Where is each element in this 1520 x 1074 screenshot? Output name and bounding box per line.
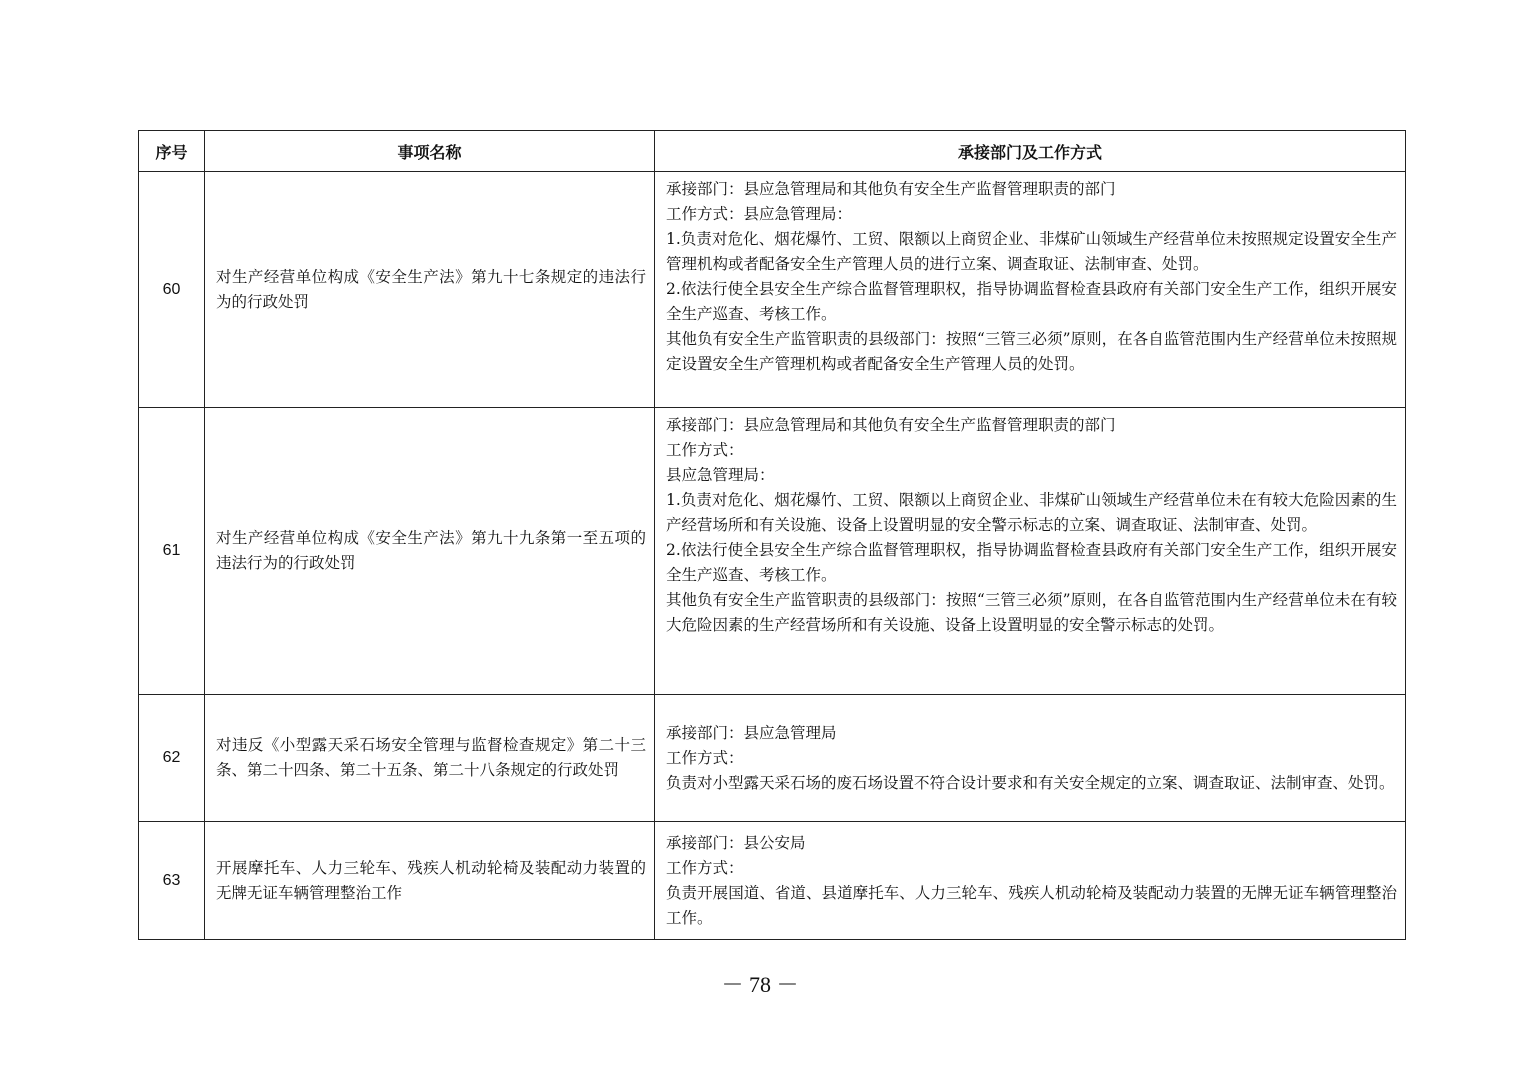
duty-line: 其他负有安全生产监管职责的县级部门：按照“三管三必须”原则，在各自监管范围内生产经营单位未按照规定设置安全生产管理机构或者配备安全生产管理人员的处罚。 <box>666 330 1397 373</box>
department-line: 承接部门：县应急管理局和其他负有安全生产监督管理职责的部门 <box>666 416 1116 434</box>
header-item-name: 事项名称 <box>205 131 655 172</box>
duty-line: 其他负有安全生产监管职责的县级部门：按照“三管三必须”原则，在各自监管范围内生产经营单位未在有较大危险因素的生产经营场所和有关设施、设备上设置明显的安全警示标志的处罚。 <box>666 591 1397 634</box>
department-method <box>655 408 1406 695</box>
authority-table <box>138 130 1406 940</box>
work-method-line: 工作方式： <box>666 441 744 459</box>
duty-line: 1.负责对危化、烟花爆竹、工贸、限额以上商贸企业、非煤矿山领域生产经营单位未在有较大危险因素的生产经营场所和有关设施、设备上设置明显的安全警示标志的立案、调查取证、法制审查、处罚。 <box>666 491 1397 534</box>
table-row <box>139 695 1406 822</box>
table-header-row <box>139 131 1406 172</box>
row-number: 60 <box>139 172 205 408</box>
row-number: 63 <box>139 822 205 940</box>
duty-line: 负责开展国道、省道、县道摩托车、人力三轮车、残疾人机动轮椅及装配动力装置的无牌无证车辆管理整治工作。 <box>666 883 1397 927</box>
item-name: 对生产经营单位构成《安全生产法》第九十九条第一至五项的违法行为的行政处罚 <box>205 408 655 695</box>
department-line: 承接部门：县应急管理局 <box>666 723 837 742</box>
department-method <box>655 822 1406 940</box>
department-method <box>655 695 1406 822</box>
row-number: 61 <box>139 408 205 695</box>
duty-line: 县应急管理局： <box>666 466 775 484</box>
header-serial-number: 序号 <box>139 131 205 172</box>
duty-line: 1.负责对危化、烟花爆竹、工贸、限额以上商贸企业、非煤矿山领域生产经营单位未按照规定设置安全生产管理机构或者配备安全生产管理人员的进行立案、调查取证、法制审查、处罚。 <box>666 230 1397 273</box>
page-number: － 78 － <box>721 972 799 997</box>
item-name: 对生产经营单位构成《安全生产法》第九十七条规定的违法行为的行政处罚 <box>205 172 655 408</box>
header-department-and-method: 承接部门及工作方式 <box>655 131 1406 172</box>
department-line: 承接部门：县公安局 <box>666 833 806 852</box>
table-row <box>139 172 1406 408</box>
table-row <box>139 822 1406 940</box>
duty-line: 2.依法行使全县安全生产综合监督管理职权，指导协调监督检查县政府有关部门安全生产工作，组织开展安全生产巡查、考核工作。 <box>666 541 1397 584</box>
work-method-line: 工作方式： <box>666 858 744 877</box>
table-row <box>139 408 1406 695</box>
department-line: 承接部门：县应急管理局和其他负有安全生产监督管理职责的部门 <box>666 180 1116 198</box>
department-method <box>655 172 1406 408</box>
item-name: 对违反《小型露天采石场安全管理与监督检查规定》第二十三条、第二十四条、第二十五条、第二十八条规定的行政处罚 <box>205 695 655 822</box>
work-method-line: 工作方式： <box>666 748 744 767</box>
duty-line: 负责对小型露天采石场的废石场设置不符合设计要求和有关安全规定的立案、调查取证、法制审查、处罚。 <box>666 773 1395 792</box>
row-number: 62 <box>139 695 205 822</box>
item-name: 开展摩托车、人力三轮车、残疾人机动轮椅及装配动力装置的无牌无证车辆管理整治工作 <box>205 822 655 940</box>
work-method-line: 工作方式：县应急管理局： <box>666 205 853 223</box>
duty-line: 2.依法行使全县安全生产综合监督管理职权，指导协调监督检查县政府有关部门安全生产工作，组织开展安全生产巡查、考核工作。 <box>666 280 1397 323</box>
